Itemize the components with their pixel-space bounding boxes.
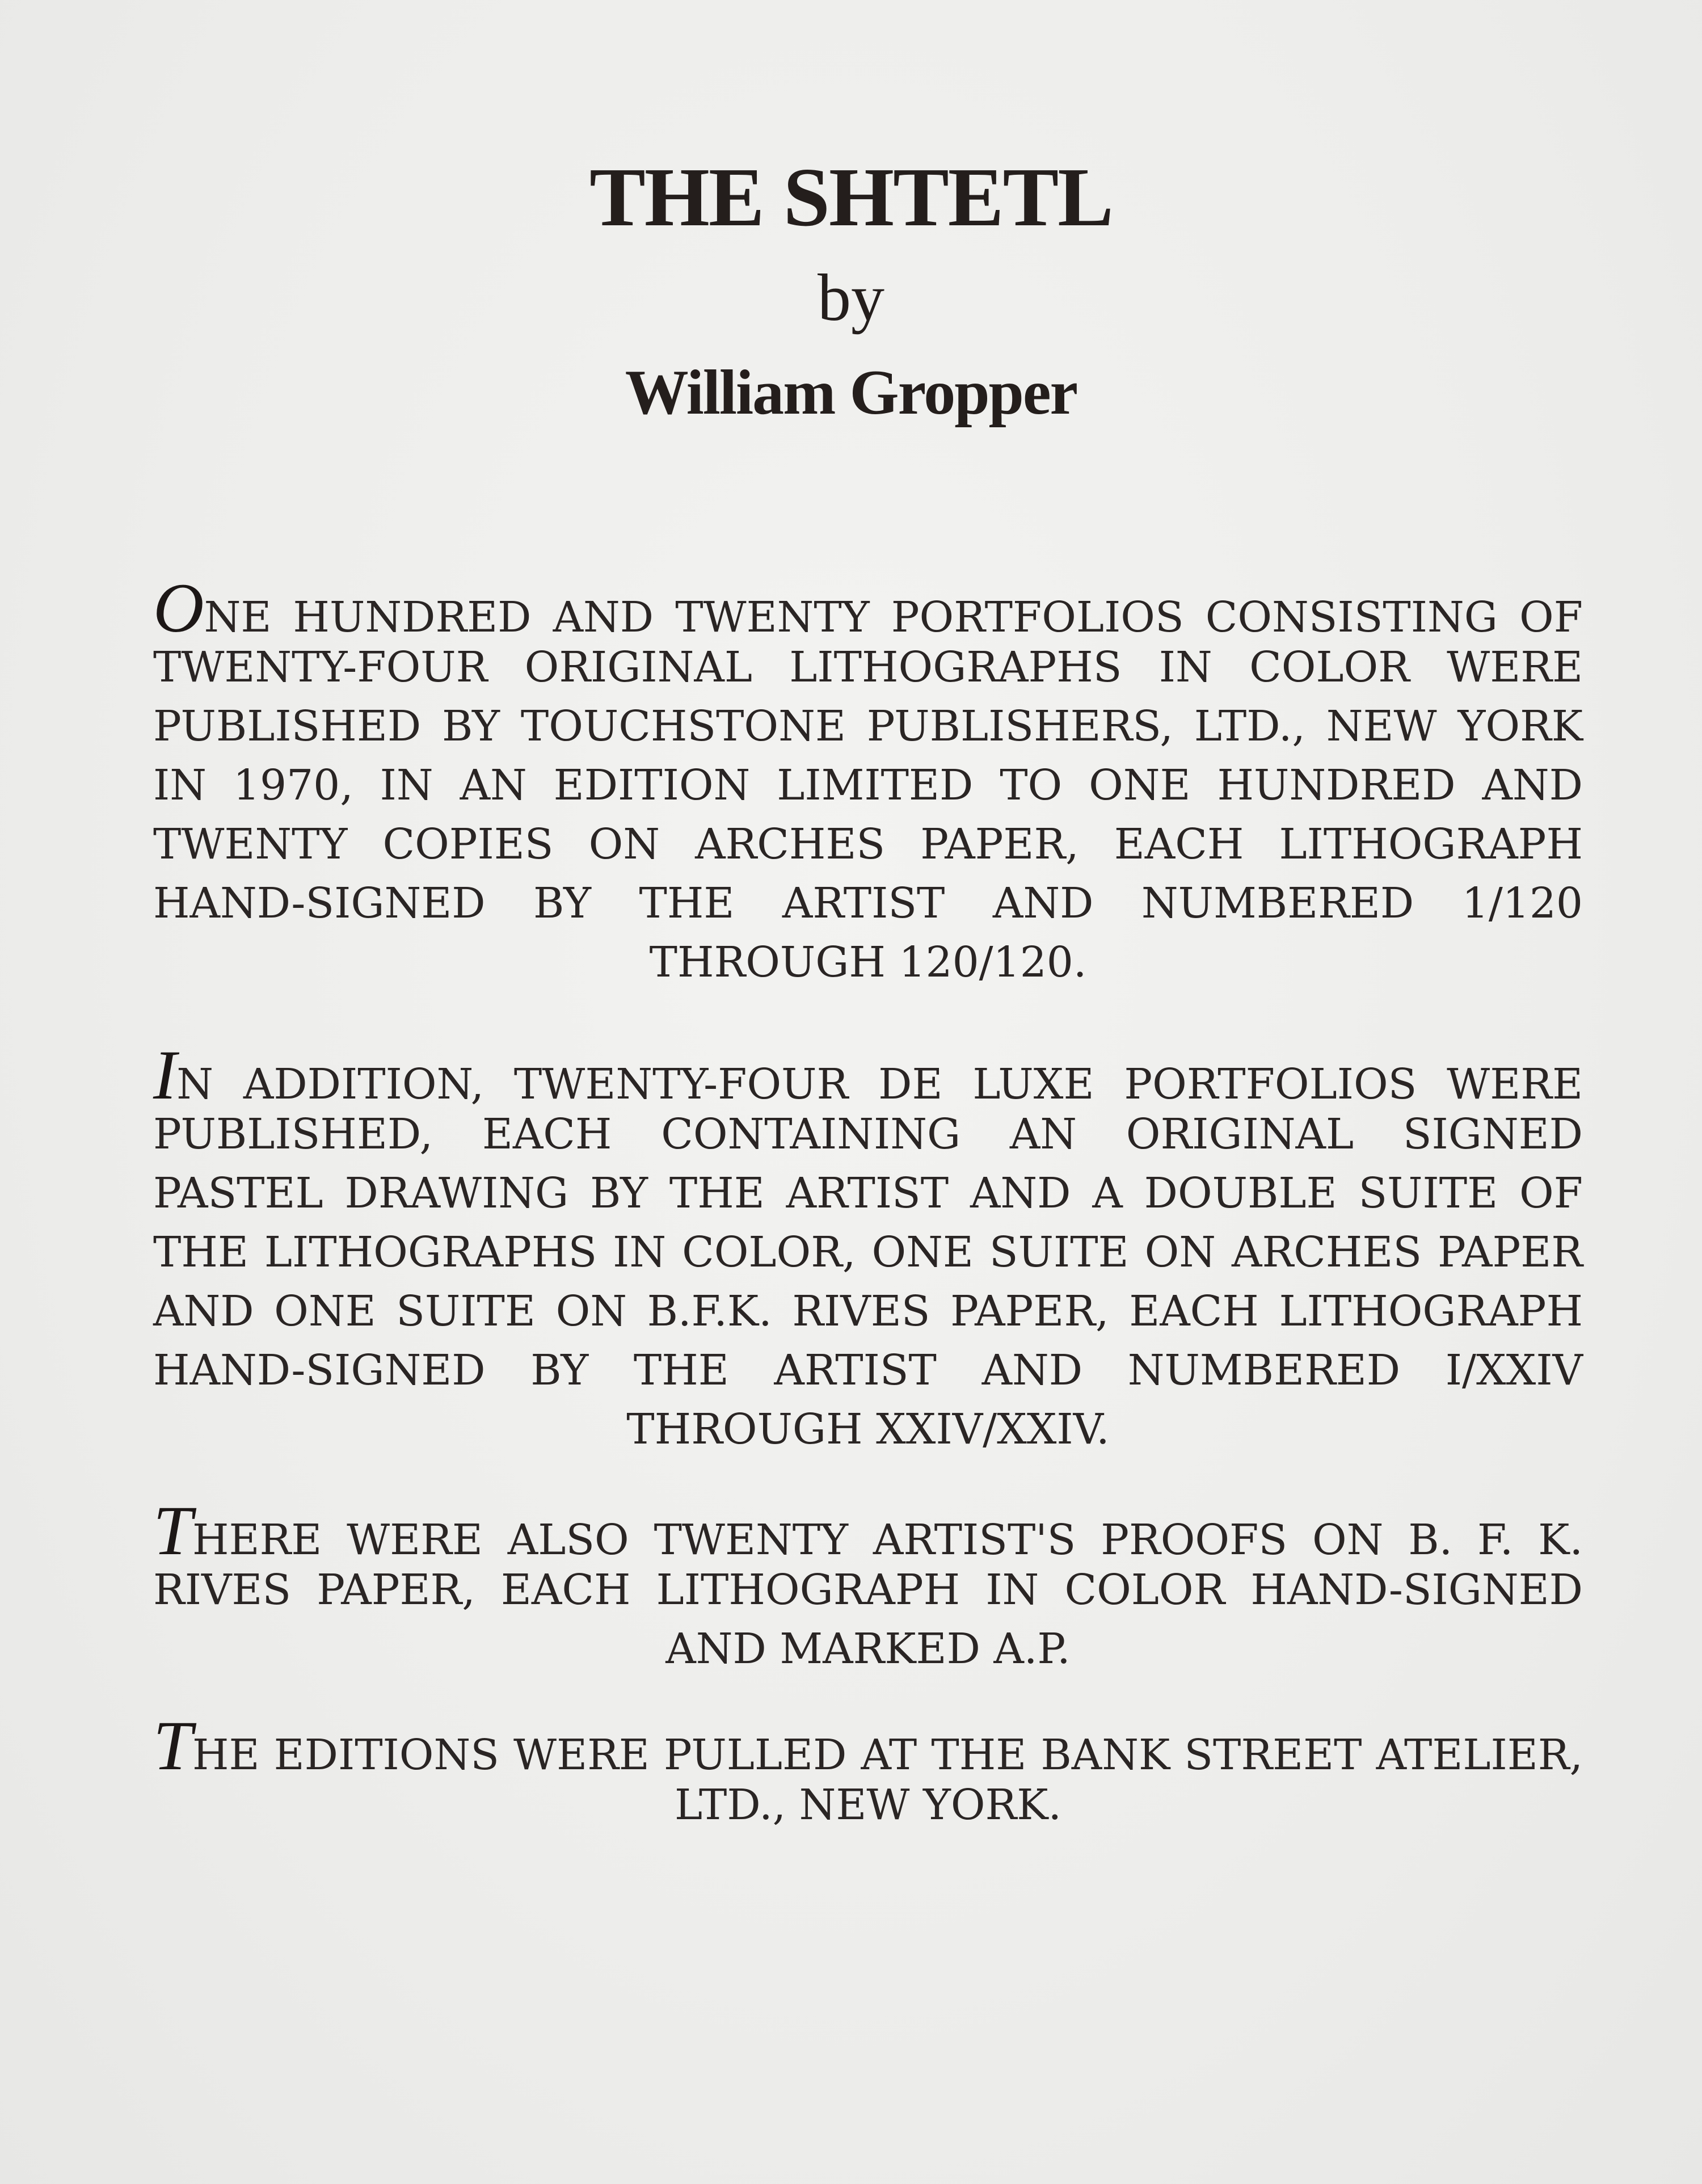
paragraph-line: THERE WERE ALSO TWENTY ARTIST'S PROOFS ON B. F. K.	[153, 1492, 1583, 1569]
paragraph-line: TWENTY-FOUR ORIGINAL LITHOGRAPHS IN COLOR WERE	[153, 643, 1583, 692]
paragraph-line: LTD., NEW YORK.	[674, 1781, 1062, 1829]
paragraph-line: PUBLISHED BY TOUCHSTONE PUBLISHERS, LTD., NEW YORK	[153, 702, 1583, 751]
paragraph-line: AND ONE SUITE ON B.F.K. RIVES PAPER, EACH LITHOGRAPH	[153, 1287, 1583, 1336]
edition-paragraph-2	[153, 1036, 1583, 1459]
drop-cap: O	[153, 569, 204, 647]
drop-cap: T	[153, 1707, 192, 1785]
by-line: by	[818, 260, 884, 335]
paragraph-line: IN 1970, IN AN EDITION LIMITED TO ONE HUNDRED AND	[153, 761, 1583, 810]
edition-paragraph-4	[153, 1707, 1583, 1834]
paragraph-line: PUBLISHED, EACH CONTAINING AN ORIGINAL SIGNED	[153, 1110, 1583, 1159]
paragraph-line: THE LITHOGRAPHS IN COLOR, ONE SUITE ON ARCHES PAPER	[153, 1228, 1583, 1277]
paragraph-line: IN ADDITION, TWENTY-FOUR DE LUXE PORTFOLIOS WERE	[153, 1036, 1583, 1114]
paragraph-line: HAND-SIGNED BY THE ARTIST AND NUMBERED 1/120	[153, 879, 1583, 928]
paragraph-line: TWENTY COPIES ON ARCHES PAPER, EACH LITHOGRAPH	[153, 820, 1583, 869]
paragraph-line: THROUGH 120/120.	[649, 938, 1087, 987]
drop-cap: I	[153, 1036, 177, 1114]
edition-paragraph-3	[153, 1492, 1583, 1678]
paragraph-line: AND MARKED A.P.	[665, 1625, 1071, 1673]
paragraph-line: THE EDITIONS WERE PULLED AT THE BANK STREET ATELIER,	[153, 1707, 1583, 1785]
author-name: William Gropper	[625, 357, 1077, 428]
book-title: THE SHTETL	[589, 151, 1113, 244]
drop-cap: T	[153, 1492, 192, 1569]
edition-paragraph-1	[153, 569, 1583, 992]
paragraph-line: HAND-SIGNED BY THE ARTIST AND NUMBERED I/XXIV	[153, 1346, 1583, 1395]
paragraph-line: PASTEL DRAWING BY THE ARTIST AND A DOUBLE SUITE OF	[153, 1169, 1583, 1218]
paragraph-line: RIVES PAPER, EACH LITHOGRAPH IN COLOR HAND-SIGNED	[153, 1566, 1583, 1614]
paragraph-line: ONE HUNDRED AND TWENTY PORTFOLIOS CONSISTING OF	[153, 569, 1583, 647]
paragraph-line: THROUGH XXIV/XXIV.	[626, 1405, 1110, 1454]
